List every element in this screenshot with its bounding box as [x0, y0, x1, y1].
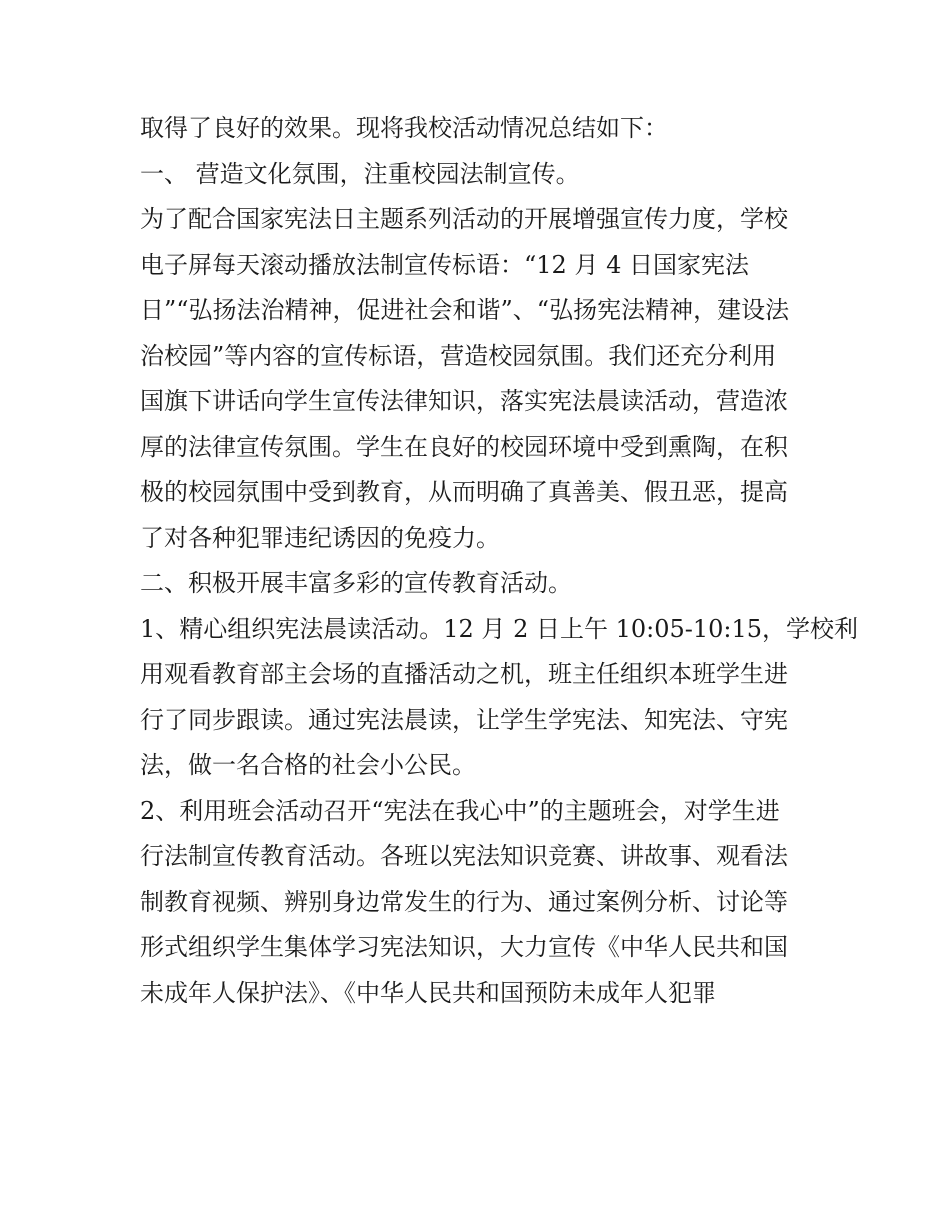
- text-line: 2、利用班会活动召开“宪法在我心中”的主题班会，对学生进: [140, 796, 780, 825]
- text-line: 极的校园氛围中受到教育，从而明确了真善美、假丑恶，提高: [140, 478, 788, 506]
- text-line: 为了配合国家宪法日主题系列活动的开展增强宣传力度，学校: [140, 205, 788, 233]
- section-heading: 二、积极开展丰富多彩的宣传教育活动。: [140, 569, 572, 597]
- text-line: 取得了良好的效果。现将我校活动情况总结如下：: [140, 114, 668, 142]
- text-line: 了对各种犯罪违纪诱因的免疫力。: [140, 523, 500, 552]
- text-line: 治校园”等内容的宣传标语，营造校园氛围。我们还充分利用: [140, 341, 777, 370]
- document-body: [140, 106, 859, 1016]
- text-line: 行了同步跟读。通过宪法晨读，让学生学宪法、知宪法、守宪: [140, 705, 788, 734]
- text-line: 用观看教育部主会场的直播活动之机，班主任组织本班学生进: [140, 660, 788, 688]
- text-line: 厚的法律宣传氛围。学生在良好的校园环境中受到熏陶，在积: [140, 432, 788, 461]
- text-line: 电子屏每天滚动播放法制宣传标语：“12 月 4 日国家宪法: [140, 250, 749, 279]
- text-line: 制教育视频、辨别身边常发生的行为、通过案例分析、讨论等: [140, 887, 788, 916]
- text-line: 日”“弘扬法治精神，促进社会和谐”、“弘扬宪法精神，建设法: [140, 296, 790, 324]
- text-line: 形式组织学生集体学习宪法知识，大力宣传《中华人民共和国: [140, 933, 788, 961]
- text-line: 行法制宣传教育活动。各班以宪法知识竞赛、讲故事、观看法: [140, 842, 788, 870]
- text-line: 国旗下讲话向学生宣传法律知识，落实宪法晨读活动，营造浓: [140, 387, 788, 415]
- text-line: 法，做一名合格的社会小公民。: [140, 751, 476, 779]
- section-heading: 一、 营造文化氛围，注重校园法制宣传。: [140, 159, 580, 188]
- text-line: 未成年人保护法》、《中华人民共和国预防未成年人犯罪: [140, 978, 716, 1007]
- text-line: 1、精心组织宪法晨读活动。12 月 2 日上午 10:05-10:15，学校利: [140, 614, 859, 643]
